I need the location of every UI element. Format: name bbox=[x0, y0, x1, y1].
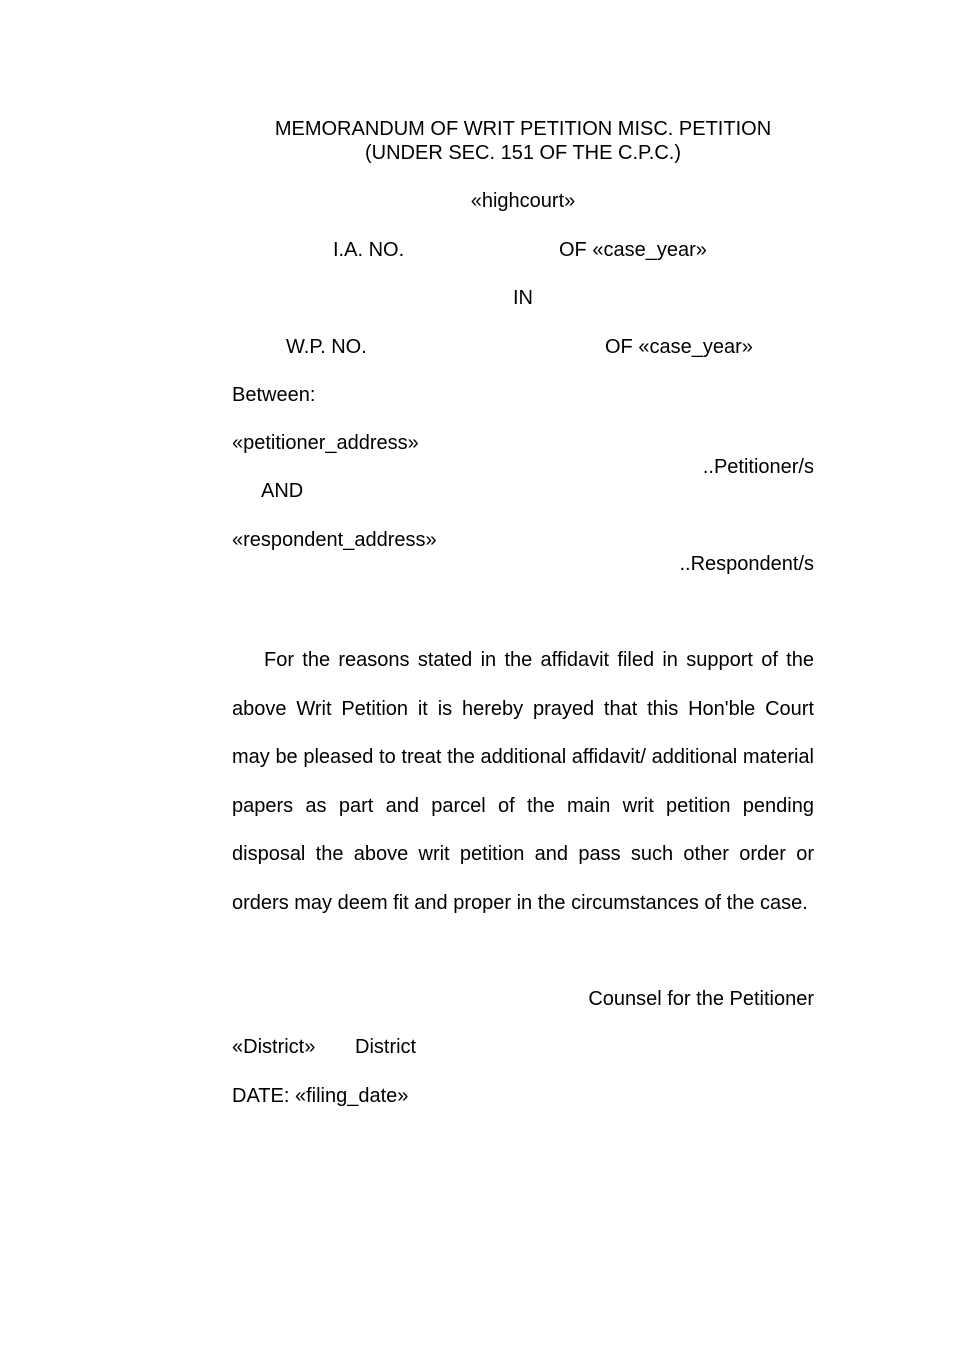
document-subtitle: (UNDER SEC. 151 OF THE C.P.C.) bbox=[365, 142, 681, 164]
court-name: «highcourt» bbox=[470, 190, 576, 212]
district-label: District bbox=[355, 1036, 417, 1058]
petitioner-address: «petitioner_address» bbox=[232, 432, 419, 454]
document-title: MEMORANDUM OF WRIT PETITION MISC. PETITION bbox=[274, 118, 772, 140]
wp-number-label: W.P. NO. bbox=[286, 336, 367, 358]
and-label: AND bbox=[261, 480, 304, 502]
petitioner-role: ..Petitioner/s bbox=[702, 456, 814, 478]
between-label: Between: bbox=[232, 384, 316, 406]
filing-date: DATE: «filing_date» bbox=[232, 1085, 409, 1107]
respondent-role: ..Respondent/s bbox=[679, 553, 814, 575]
wp-year: OF «case_year» bbox=[605, 336, 753, 358]
ia-year: OF «case_year» bbox=[559, 239, 707, 261]
counsel-signature: Counsel for the Petitioner bbox=[588, 988, 814, 1010]
prayer-paragraph: For the reasons stated in the affidavit filed in support of the above Writ Petition it is hereby prayed that this Hon'ble Court may be pleased to treat the additional affidavit/ additional material papers as part and parcel of the main writ petition pending disposal the above writ petition and pass such other order or orders may deem fit and proper in the circumstances of the case. bbox=[232, 649, 814, 914]
respondent-address: «respondent_address» bbox=[232, 529, 437, 551]
ia-number-label: I.A. NO. bbox=[333, 239, 405, 261]
in-label: IN bbox=[513, 287, 533, 309]
district-field: «District» bbox=[232, 1036, 316, 1058]
